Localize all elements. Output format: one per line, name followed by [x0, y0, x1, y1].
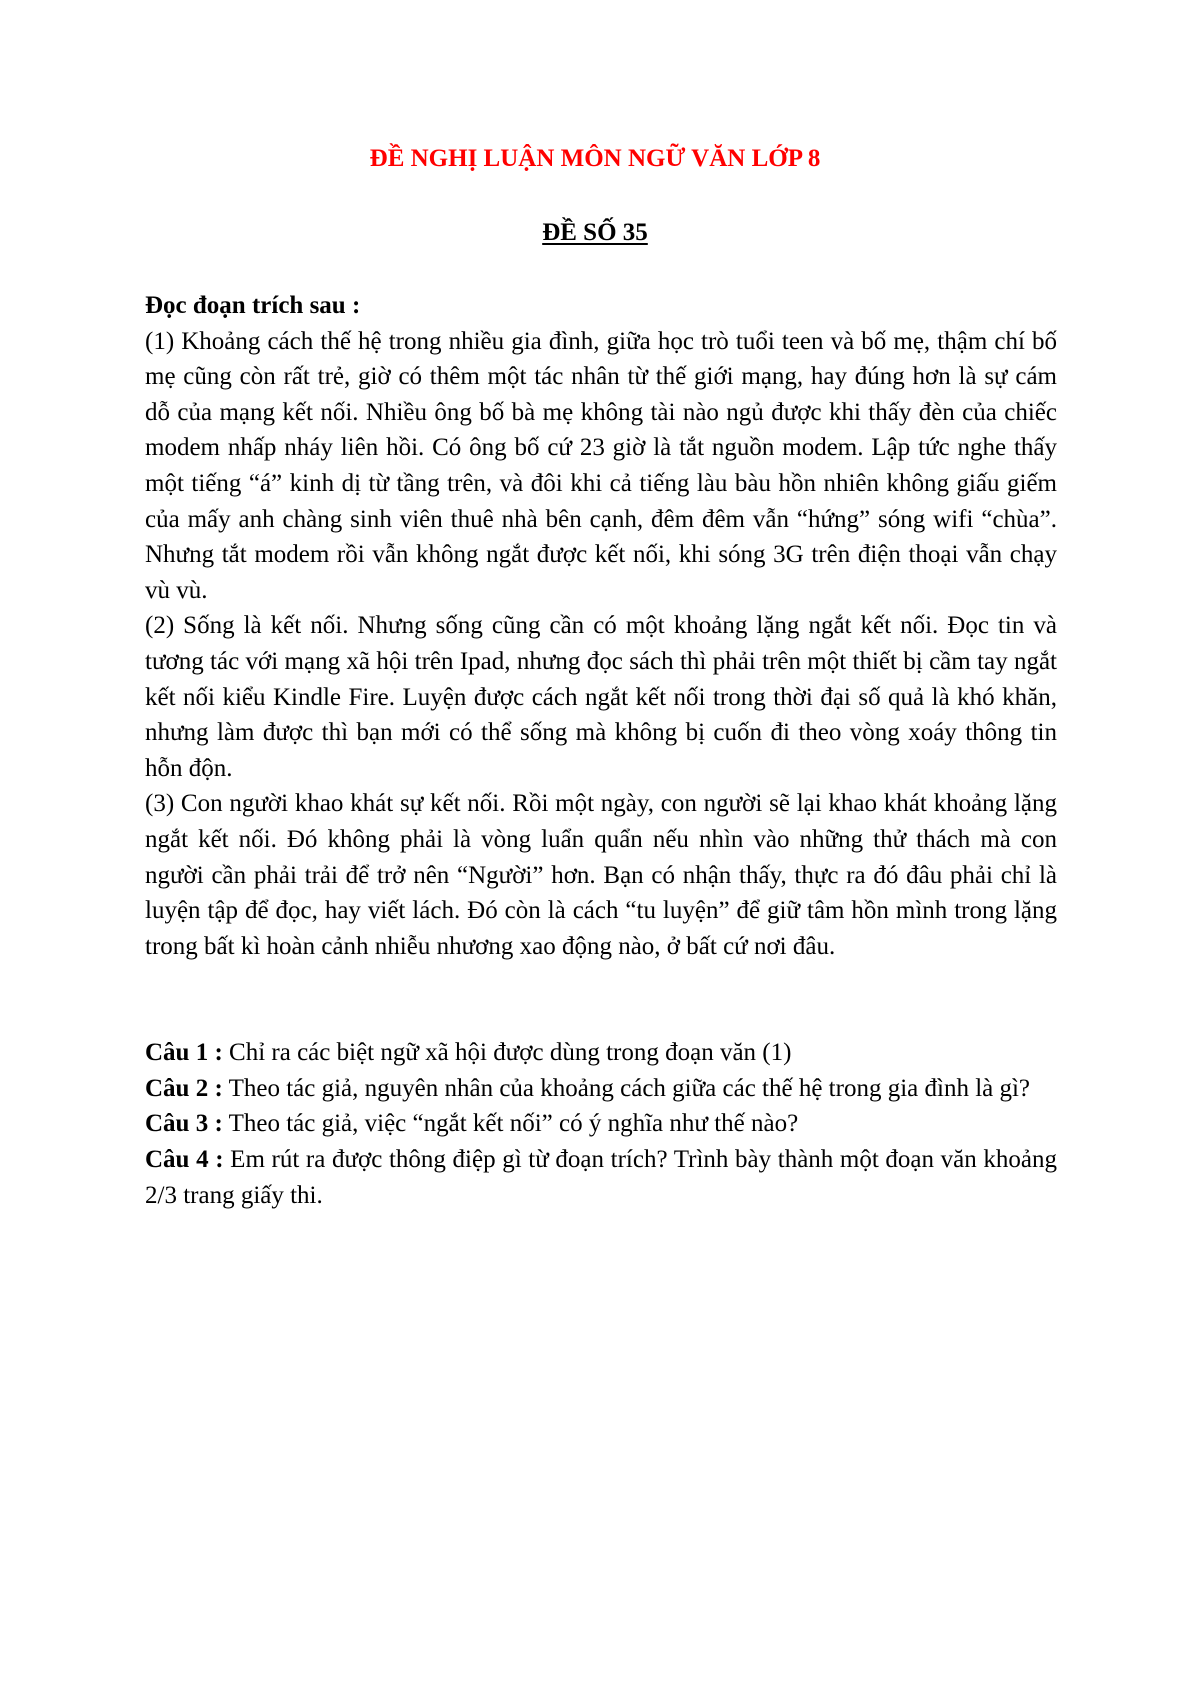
question-1 [145, 1035, 1057, 1071]
question-2-text: Theo tác giả, nguyên nhân của khoảng cách giữa các thế hệ trong gia đình là gì? [222, 1074, 1031, 1102]
question-3-label: Câu 3 : [145, 1110, 223, 1138]
document-body [145, 288, 1057, 1213]
document-title: ĐỀ NGHỊ LUẬN MÔN NGỮ VĂN LỚP 8 [369, 145, 821, 172]
passage-paragraph-3: (3) Con người khao khát sự kết nối. Rồi một ngày, con người sẽ lại khao khát khoảng lặng ngắt kết nối. Đó không phải là vòng luẩn quẩn nếu nhìn vào những thử thách mà con người cần phải trải để trở nên “Người” hơn. Bạn có nhận thấy, thực ra đó đâu phải chỉ là luyện tập để đọc, hay viết lách. Đó còn là cách “tu luyện” để giữ tâm hồn mình trong lặng trong bất kì hoàn cảnh nhiễu nhương xao động nào, ở bất cứ nơi đâu. [145, 790, 1057, 960]
question-1-label: Câu 1 : [145, 1039, 223, 1067]
passage-paragraph-1: (1) Khoảng cách thế hệ trong nhiều gia đình, giữa học trò tuổi teen và bố mẹ, thậm chí bố mẹ cũng còn rất trẻ, giờ có thêm một tác nhân từ thế giới mạng, hay đúng hơn là sự cám dỗ của mạng kết nối. Nhiều ông bố bà mẹ không tài nào ngủ được khi thấy đèn của chiếc modem nhấp nháy liên hồi. Có ông bố cứ 23 giờ là tắt nguồn modem. Lập tức nghe thấy một tiếng “á” kinh dị từ tầng trên, và đôi khi cả tiếng làu bàu hồn nhiên không giấu giếm của mấy anh chàng sinh viên thuê nhà bên cạnh, đêm đêm vẫn “hứng” sóng wifi “chùa”. Nhưng tắt modem rồi vẫn không ngắt được kết nối, khi sóng 3G trên điện thoại vẫn chạy vù vù. [145, 327, 1057, 604]
exam-number: ĐỀ SỐ 35 [542, 219, 648, 246]
question-2 [145, 1071, 1057, 1107]
question-4-label: Câu 4 : [145, 1146, 224, 1174]
question-3 [145, 1106, 1057, 1142]
section-spacer [145, 964, 1057, 1035]
passage-paragraph-2: (2) Sống là kết nối. Nhưng sống cũng cần có một khoảng lặng ngắt kết nối. Đọc tin và tương tác với mạng xã hội trên Ipad, nhưng đọc sách thì phải trên một thiết bị cầm tay ngắt kết nối kiểu Kindle Fire. Luyện được cách ngắt kết nối trong thời đại số quả là khó khăn, nhưng làm được thì bạn mới có thể sống mà không bị cuốn đi theo vòng xoáy thông tin hỗn độn. [145, 612, 1057, 782]
reading-heading: Đọc đoạn trích sau : [145, 292, 361, 319]
question-4-text: Em rút ra được thông điệp gì từ đoạn trích? Trình bày thành một đoạn văn khoảng 2/3 trang giấy thi. [145, 1146, 1057, 1209]
question-1-text: Chỉ ra các biệt ngữ xã hội được dùng trong đoạn văn (1) [222, 1039, 792, 1067]
question-2-label: Câu 2 : [145, 1074, 223, 1102]
question-4 [145, 1142, 1057, 1213]
question-3-text: Theo tác giả, việc “ngắt kết nối” có ý nghĩa như thế nào? [222, 1110, 799, 1138]
